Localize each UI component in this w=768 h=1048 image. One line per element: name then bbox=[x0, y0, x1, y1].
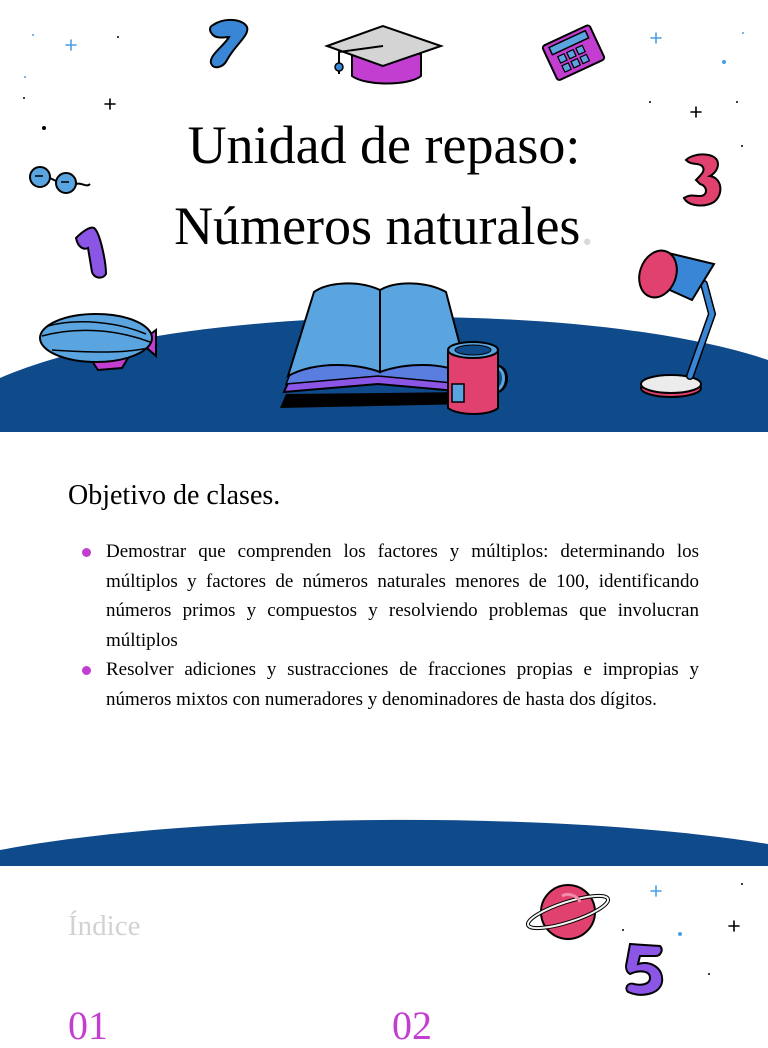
index-number-1: 01 bbox=[68, 1003, 108, 1048]
five-icon bbox=[620, 940, 670, 1000]
desk-lamp-icon bbox=[634, 244, 734, 404]
cover-title-line1: Unidad de repaso: bbox=[187, 115, 581, 175]
objectives-slide bbox=[0, 432, 768, 866]
cover-slide bbox=[0, 0, 768, 432]
mug-icon bbox=[444, 338, 514, 416]
cover-title-dot: . bbox=[580, 196, 594, 256]
objective-item-1: Demostrar que comprenden los factores y múltiplos: determinando los múltiplos y factores de números naturales menores de 100, identificando números primos y compuestos y resolviendo problemas que involucran múltiplos bbox=[78, 537, 699, 655]
objective-item-2: Resolver adiciones y sustracciones de fracciones propias e impropias y números mixtos con numeradores y denominadores de hasta dos dígitos. bbox=[78, 655, 699, 714]
planet-icon bbox=[524, 882, 614, 942]
objectives-heading: Objetivo de clases. bbox=[68, 480, 281, 511]
cover-title-text: Números naturales bbox=[174, 196, 581, 256]
navy-footer-arc bbox=[0, 432, 768, 866]
index-slide bbox=[0, 866, 768, 1048]
index-number-2: 02 bbox=[392, 1003, 432, 1048]
blimp-icon bbox=[38, 308, 168, 378]
index-heading: Índice bbox=[68, 910, 141, 942]
